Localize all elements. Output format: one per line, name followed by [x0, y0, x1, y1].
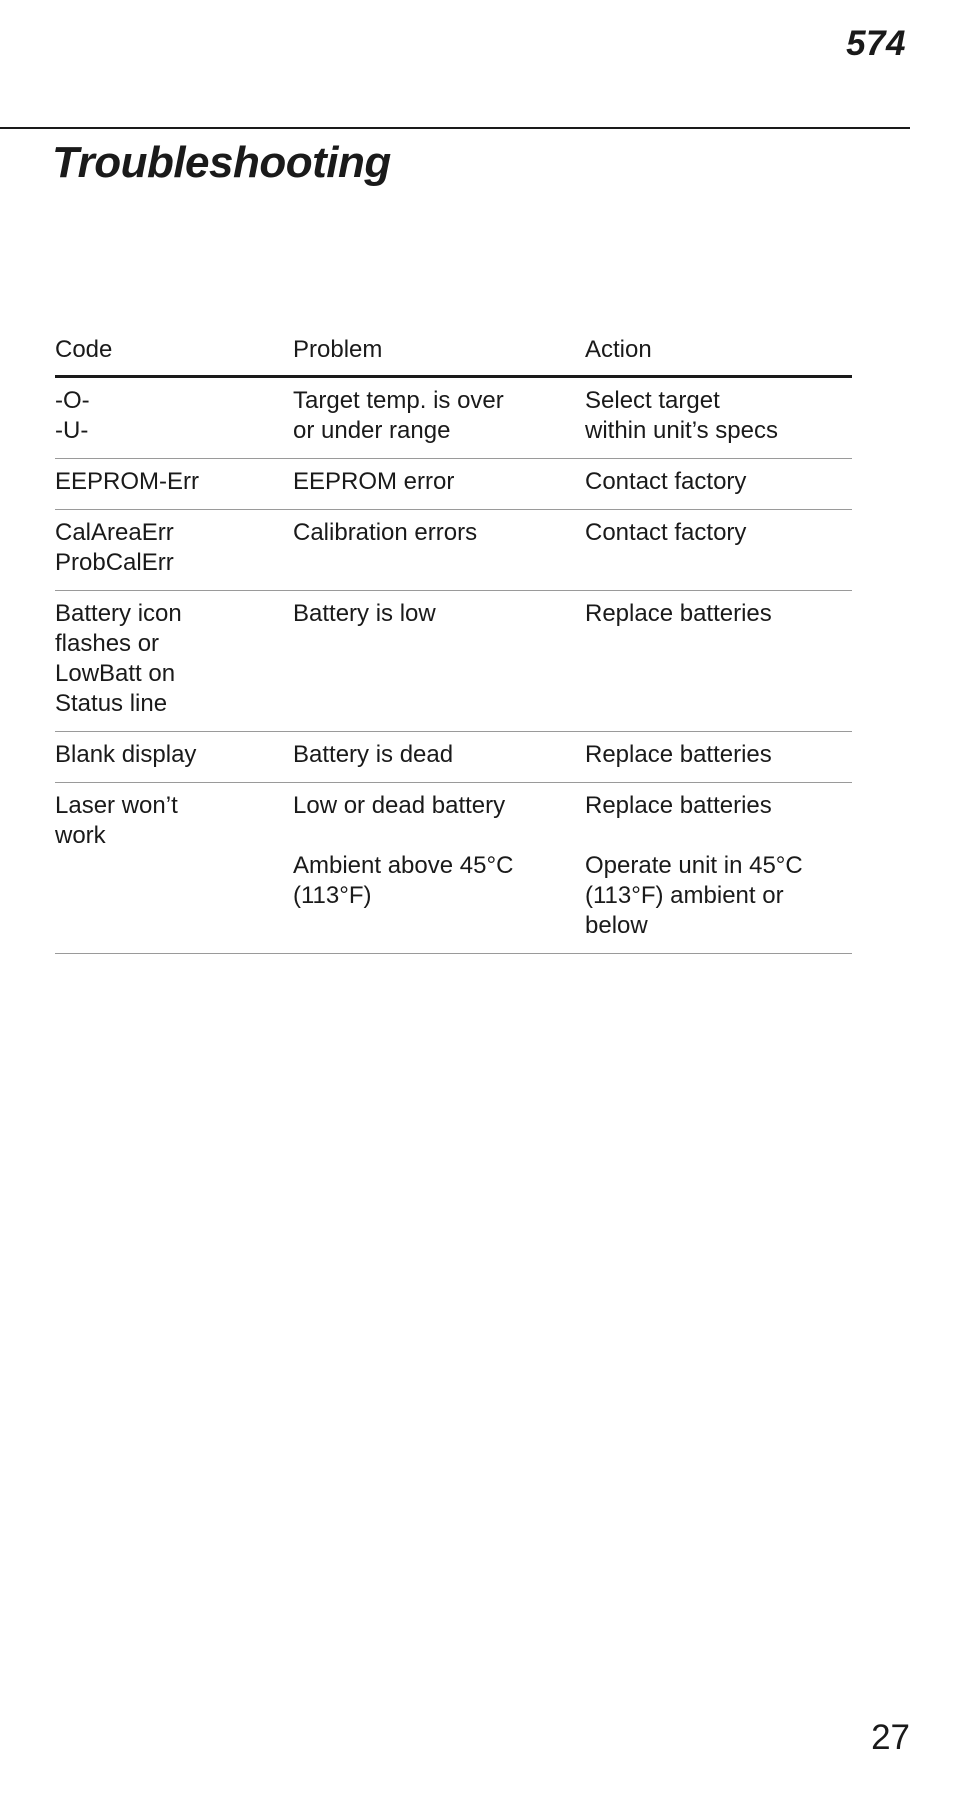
- code-cell: [55, 591, 293, 732]
- code-cell: [55, 377, 293, 459]
- cell-line: Battery icon: [55, 600, 182, 627]
- cell-line: Operate unit in 45°C: [585, 852, 803, 879]
- page-title: Troubleshooting: [52, 138, 391, 187]
- cell-line: CalAreaErr: [55, 519, 174, 546]
- table-row: [55, 591, 852, 732]
- table-header-row: [55, 335, 852, 377]
- cell-line: Low or dead battery: [293, 792, 506, 819]
- code-cell: [55, 459, 293, 510]
- cell-line: Contact factory: [585, 519, 747, 546]
- code-cell: [55, 510, 293, 591]
- table-row: [55, 377, 852, 459]
- code-cell: [55, 732, 293, 783]
- cell-line: Replace batteries: [585, 741, 772, 768]
- cell-line: work: [55, 822, 106, 849]
- column-header-action: Action: [585, 335, 852, 377]
- cell-line: EEPROM-Err: [55, 468, 199, 495]
- cell-spacer: [585, 821, 852, 851]
- cell-line: LowBatt on: [55, 660, 176, 687]
- cell-spacer: [293, 821, 585, 851]
- cell-line: or under range: [293, 417, 451, 444]
- cell-line: below: [585, 912, 648, 939]
- cell-line: EEPROM error: [293, 468, 455, 495]
- table-row: [55, 732, 852, 783]
- cell-line: Calibration errors: [293, 519, 478, 546]
- action-cell: [585, 591, 852, 732]
- column-header-problem: Problem: [293, 335, 585, 377]
- cell-line: Blank display: [55, 741, 197, 768]
- cell-line: Replace batteries: [585, 600, 772, 627]
- cell-line: Battery is dead: [293, 741, 454, 768]
- action-cell: [585, 377, 852, 459]
- cell-line: Replace batteries: [585, 792, 772, 819]
- action-cell: [585, 510, 852, 591]
- problem-cell: [293, 591, 585, 732]
- cell-line: -U-: [55, 417, 89, 444]
- problem-cell: [293, 510, 585, 591]
- cell-line: Status line: [55, 690, 168, 717]
- model-number: 574: [846, 24, 906, 63]
- cell-line: within unit’s specs: [585, 417, 778, 444]
- table-row: [55, 783, 852, 954]
- cell-line: Battery is low: [293, 600, 436, 627]
- action-cell: [585, 732, 852, 783]
- table-row: [55, 459, 852, 510]
- problem-cell: [293, 377, 585, 459]
- cell-line: Target temp. is over: [293, 387, 504, 414]
- troubleshooting-table: [55, 335, 852, 954]
- code-cell: [55, 783, 293, 954]
- page-number: 27: [871, 1718, 910, 1757]
- cell-line: Select target: [585, 387, 720, 414]
- cell-line: ProbCalErr: [55, 549, 174, 576]
- cell-line: Ambient above 45°C: [293, 852, 514, 879]
- cell-line: flashes or: [55, 630, 160, 657]
- cell-line: Laser won’t: [55, 792, 178, 819]
- column-header-code: Code: [55, 335, 293, 377]
- cell-line: -O-: [55, 387, 90, 414]
- problem-cell: [293, 783, 585, 954]
- cell-line: (113°F): [293, 882, 372, 909]
- action-cell: [585, 783, 852, 954]
- table-row: [55, 510, 852, 591]
- header-rule: [0, 127, 910, 129]
- cell-line: (113°F) ambient or: [585, 882, 784, 909]
- problem-cell: [293, 732, 585, 783]
- action-cell: [585, 459, 852, 510]
- problem-cell: [293, 459, 585, 510]
- cell-line: Contact factory: [585, 468, 747, 495]
